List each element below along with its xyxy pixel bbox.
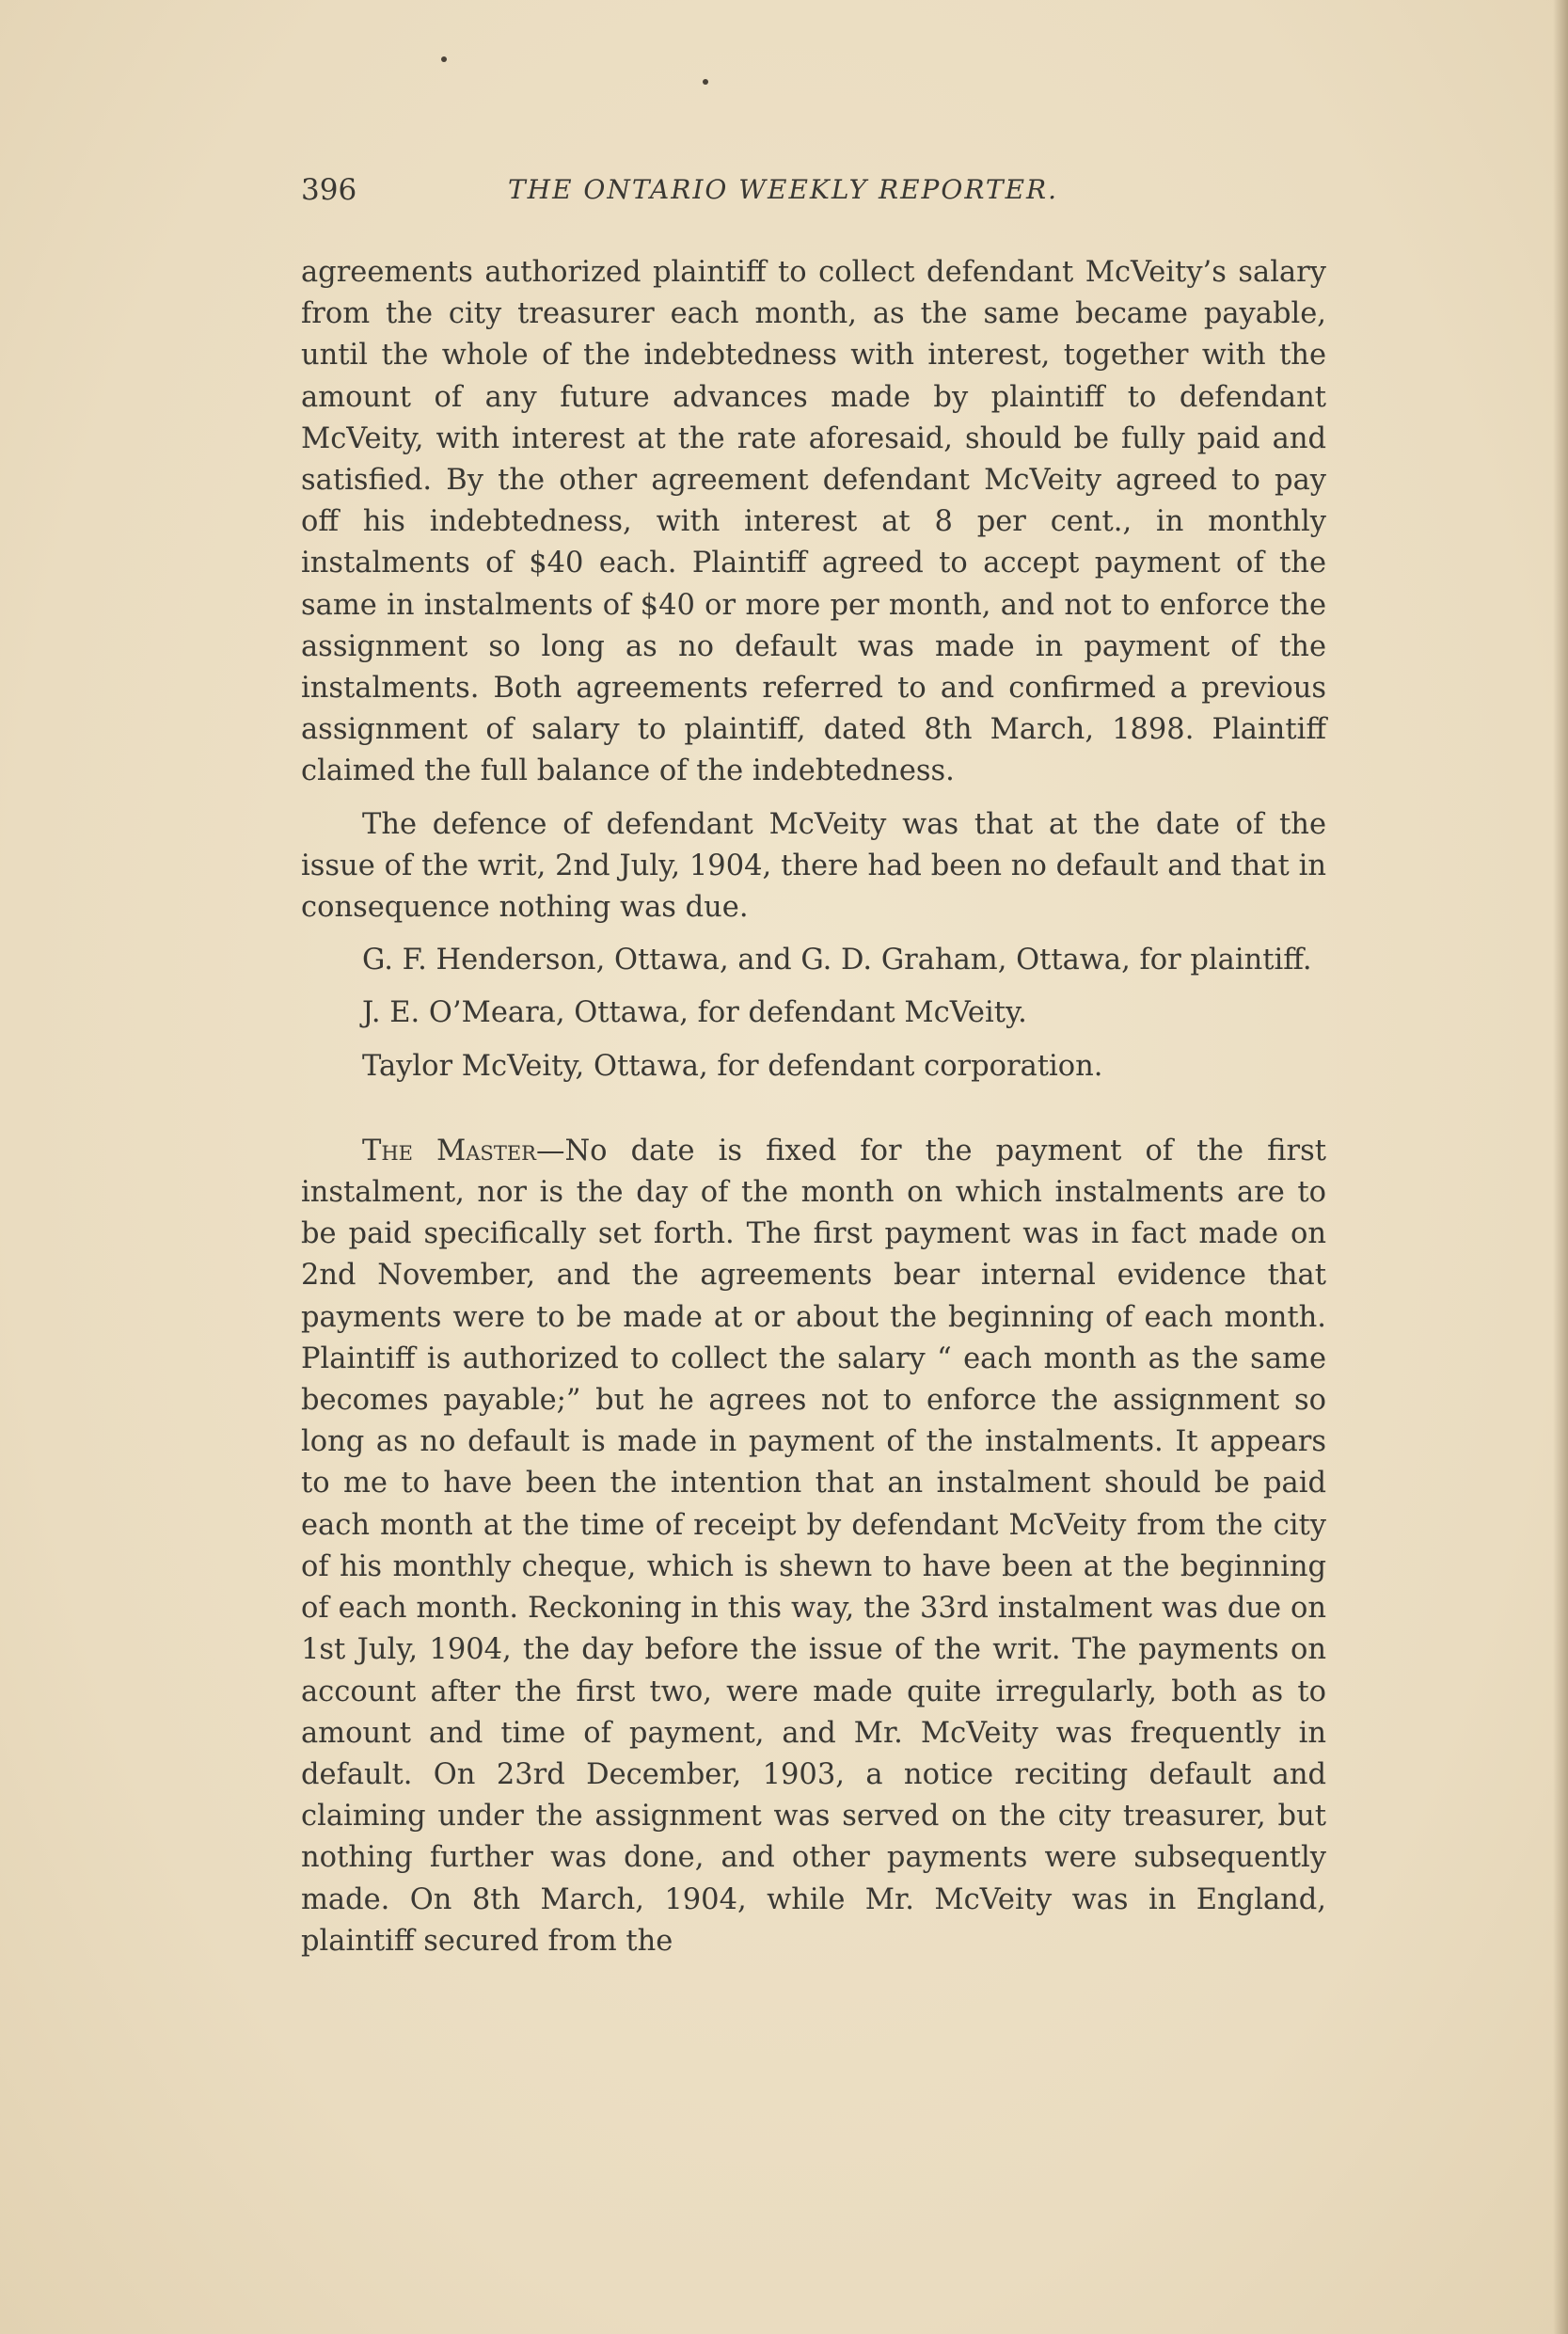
running-head: THE ONTARIO WEEKLY REPORTER.: [508, 174, 1059, 205]
counsel-corporation: Taylor McVeity, Ottawa, for defendant corporation.: [362, 1049, 1103, 1083]
page-body: [301, 252, 1326, 1974]
page-edge-shadow: [1553, 0, 1568, 2334]
paragraph-defence: The defence of defendant McVeity was that at the date of the issue of the writ, 2nd July, 1904, there had been no default and that in consequence nothing was due.: [301, 807, 1326, 925]
page-number: 396: [301, 173, 357, 207]
judgment-paragraph: [301, 1131, 1326, 1962]
judgment-speaker: The Master: [362, 1134, 536, 1167]
judgment-text: —No date is fixed for the payment of the first instalment, nor is the day of the month on which instalments are to be paid specifically set forth. The first payment was in fact made on 2nd November, and the agreements bear internal evidence that payments were to be made at or about the beginning of each month. Plaintiff is authorized to collect the salary “ each month as the same becomes payable;” but he agrees not to enforce the assignment so long as no default is made in payment of the instalments. It appears to me to have been the intention that an instalment should be paid each month at the time of receipt by defendant McVeity from the city of his monthly cheque, which is shewn to have been at the beginning of each month. Reckoning in this way, the 33rd instalment was due on 1st July, 1904, the day before the issue of the writ. The payments on account after the first two, were made quite irregularly, both as to amount and time of payment, and Mr. McVeity was frequently in default. On 23rd December, 1903, a notice reciting default and claiming under the assignment was served on the city treasurer, but nothing further was done, and other payments were subsequently made. On 8th March, 1904, while Mr. McVeity was in England, plaintiff secured from the: [301, 1134, 1326, 1958]
page-header: [301, 169, 1326, 211]
paragraph-agreements: agreements authorized plaintiff to collect defendant McVeity’s salary from the city treasurer each month, as the same became payable, until the whole of the indebtedness with interest, together with the amount of any future advances made by plaintiff to defendant McVeity, with interest at the rate aforesaid, should be fully paid and satisfied. By the other agreement defendant McVeity agreed to pay off his indebtedness, with interest at 8 per cent., in monthly instalments of $40 each. Plaintiff agreed to accept payment of the same in instalments of $40 or more per month, and not to enforce the assignment so long as no default was made in payment of the instalments. Both agreements referred to and confirmed a previous assignment of salary to plaintiff, dated 8th March, 1898. Plaintiff claimed the full balance of the indebtedness.: [301, 256, 1326, 788]
paper-speck: [703, 79, 708, 85]
counsel-plaintiff: G. F. Henderson, Ottawa, and G. D. Graham, Ottawa, for plaintiff.: [362, 944, 1312, 977]
counsel-defendant: J. E. O’Meara, Ottawa, for defendant McVeity.: [362, 996, 1027, 1030]
paper-speck: [441, 56, 447, 62]
